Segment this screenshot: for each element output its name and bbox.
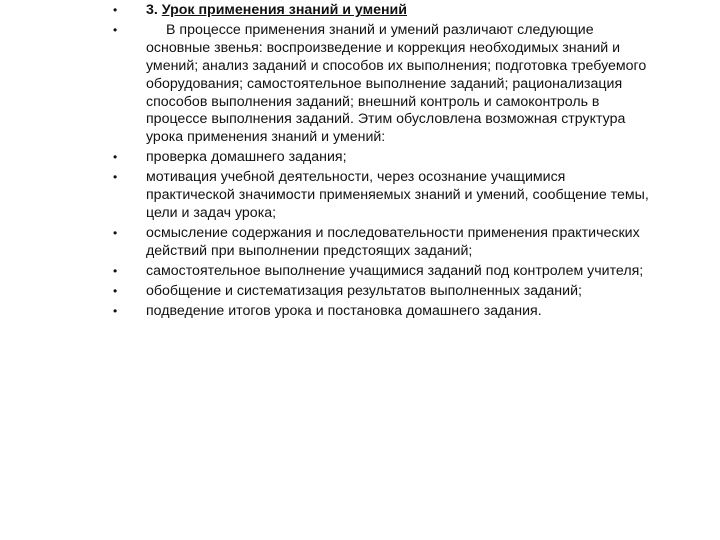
bullet-icon: • [113,3,118,17]
heading-title: Урок применения знаний и умений [161,2,408,18]
list-item-heading [113,2,653,20]
list-item-text: проверка домашнего задания; [146,149,347,166]
list-item [113,225,653,261]
list-item-text: подведение итогов урока и постановка домашнего задания. [146,302,542,319]
list-item-text: самостоятельное выполнение учащимися заданий под контролем учителя; [146,262,644,279]
bullet-list [113,2,653,322]
list-item [113,149,653,167]
heading-number: 3. [146,2,158,18]
bullet-icon: • [113,283,118,298]
list-item-intro [113,22,653,147]
bullet-icon: • [113,150,118,165]
bullet-icon: • [113,263,118,278]
bullet-icon: • [113,170,118,185]
list-item-text: осмысление содержания и последовательности применения практических действий при выполнении предстоящих заданий; [146,224,640,259]
list-item [113,263,653,281]
list-item [113,303,653,321]
list-item-text: обобщение и систематизация результатов выполненных заданий; [146,282,582,299]
list-item [113,283,653,301]
bullet-icon: • [113,225,118,240]
list-item [113,169,653,223]
list-item-text: мотивация учебной деятельности, через осознание учащимися практической значимости применяемых знаний и умений, сообщение темы, цели и задач урока; [146,169,649,221]
intro-paragraph: В процессе применения знаний и умений различают следующие основные звенья: воспроизведение и коррекция необходимых знаний и умений; анализ заданий и способов их выполнения; подготовка требуемого оборудования; самостоятельное выполнение заданий; рационализация способов выполнения заданий; внешний контроль и самоконтроль в процессе выполнения заданий. Этим обусловлена возможная структура урока применения знаний и умений: [146,21,647,146]
bullet-icon: • [113,303,118,318]
bullet-icon: • [113,22,118,37]
